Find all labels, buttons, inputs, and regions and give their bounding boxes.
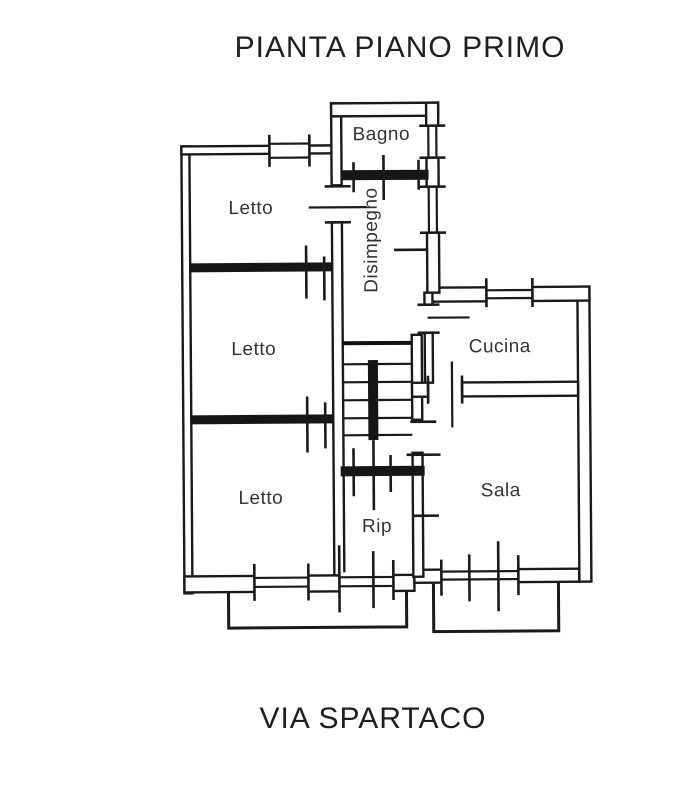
floor-plan-drawing — [181, 102, 592, 634]
wall-right-outer — [577, 287, 591, 582]
wall-corridor-left-lower — [332, 222, 344, 575]
window-symbol-letto-bottom — [254, 564, 308, 601]
wall-cucina-left-upper — [424, 293, 432, 305]
wall-sala-top-right — [462, 382, 578, 397]
wall-left-outer — [181, 146, 192, 593]
window-symbol-sala-bottom — [441, 541, 518, 612]
wall-bagno-top — [331, 103, 438, 117]
balcony-right — [433, 582, 558, 632]
room-label-bagno: Bagno — [352, 123, 411, 146]
room-label-letto-top: Letto — [228, 197, 274, 220]
staircase — [342, 343, 413, 440]
window-symbol-right-lower — [420, 187, 446, 233]
walls-partition — [189, 170, 431, 478]
doors — [305, 154, 471, 516]
window-symbol-cucina — [486, 278, 532, 307]
door-symbol-rip-balcony — [339, 545, 393, 612]
window-symbol-right-upper — [419, 126, 445, 158]
plan-title: PIANTA PIANO PRIMO — [234, 31, 566, 64]
room-label-disimpegno: Disimpegno — [360, 187, 383, 293]
wall-divider-upper — [412, 335, 423, 420]
room-label-letto-middle: Letto — [231, 338, 277, 361]
wall-letto2-letto3 — [190, 414, 333, 424]
wall-sala-top-left — [412, 383, 428, 397]
street-name: VIA SPARTACO — [259, 702, 487, 735]
windows — [251, 125, 534, 613]
door-symbol-letto-middle — [306, 245, 324, 300]
room-label-cucina: Cucina — [468, 335, 531, 358]
stair-center-stringer — [368, 360, 379, 440]
door-symbol-letto-bottom — [307, 396, 325, 452]
wall-cucina-left-lower — [425, 333, 433, 383]
room-label-letto-bottom: Letto — [238, 487, 284, 510]
window-symbol-letto-top — [269, 135, 309, 167]
room-label-rip: Rip — [361, 515, 393, 538]
door-symbol-letto-top — [309, 186, 367, 222]
room-label-sala: Sala — [480, 480, 521, 502]
wall-letto1-letto2 — [189, 262, 332, 272]
